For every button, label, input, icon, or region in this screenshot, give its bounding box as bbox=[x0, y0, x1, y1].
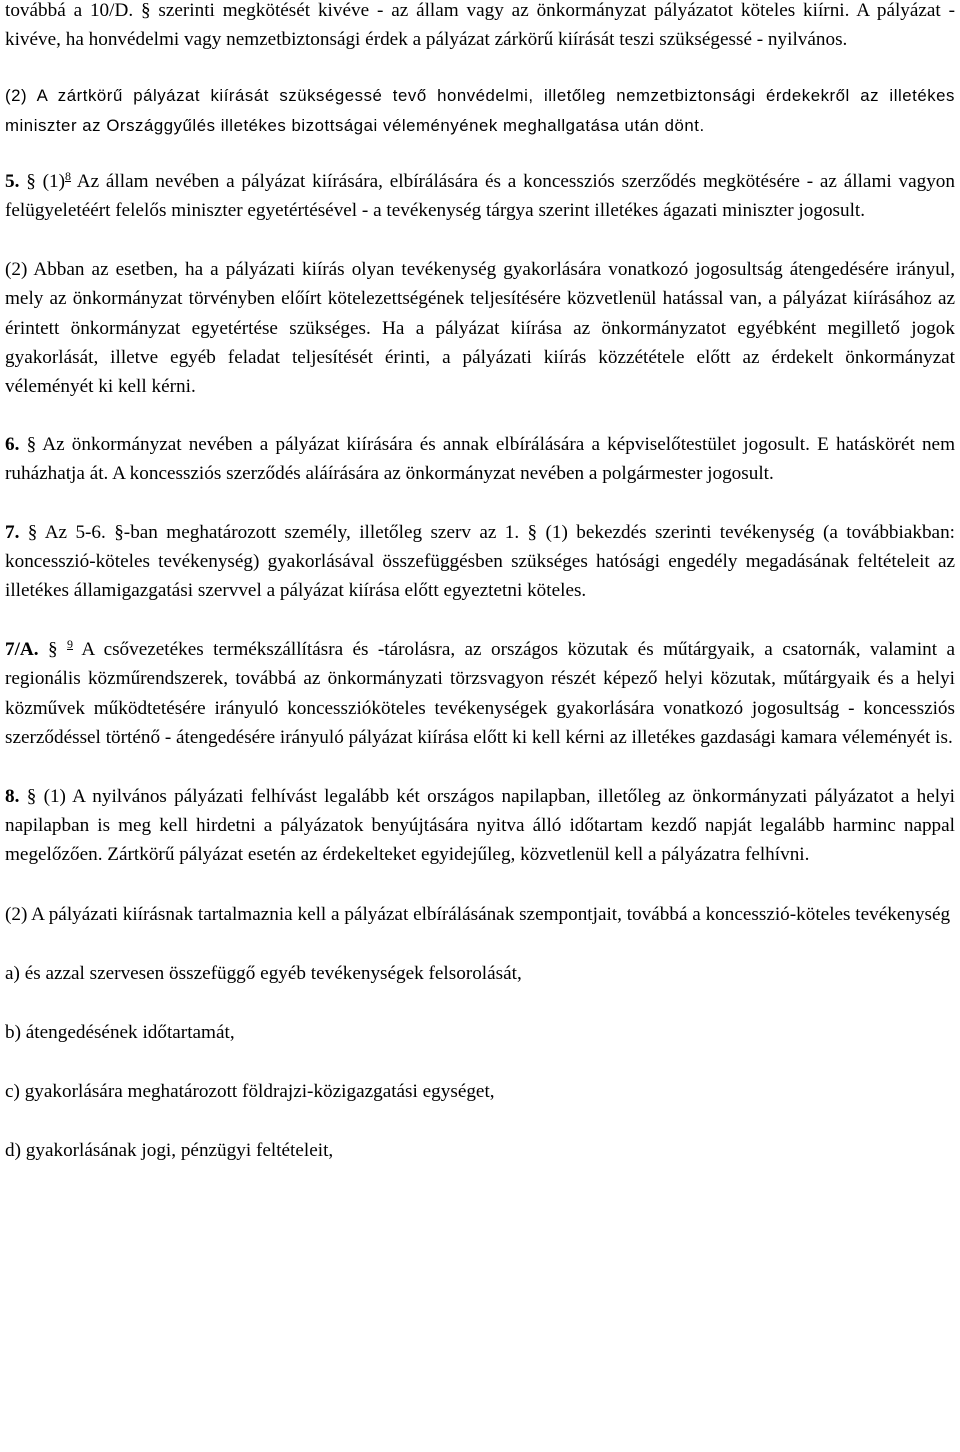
section-number: 6. bbox=[5, 434, 20, 456]
section-number: 5. bbox=[5, 170, 20, 192]
section-8-paragraph-2 bbox=[5, 900, 955, 929]
list-item-c bbox=[5, 1077, 955, 1106]
paragraph-text: (1) A nyilvános pályázati felhívást legalább két országos napilapban, illetőleg az önkormányzati pályázatot a helyi napilapban is meg kell hirdetni a pályázatok benyújtására nyitva álló időtartam kezdő napját legalább harminc nappal megelőzően. Zártkörű pályázat esetén az érdekelteket egyidejűleg, közvetlenül kell a pályázatra felhívni. bbox=[5, 786, 955, 866]
footnote-link-8[interactable]: 8 bbox=[64, 168, 71, 183]
section-sign: § bbox=[26, 786, 37, 808]
subsection-label: (1) bbox=[42, 170, 65, 192]
document-page bbox=[5, 0, 955, 1166]
section-5-paragraph-2 bbox=[5, 255, 955, 401]
paragraph-text: továbbá a 10/D. § szerinti megkötését kivéve - az állam vagy az önkormányzat pályázatot köteles kiírni. A pályázat - kivéve, ha honvédelmi vagy nemzetbiztonsági érdek a pályázat zárkörű kiírását teszi szükségessé - nyilvános. bbox=[5, 0, 955, 51]
paragraph-text: Az 5-6. §-ban meghatározott személy, illetőleg szerv az 1. § (1) bekezdés szerinti tevékenység (a továbbiakban: koncesszió-köteles tevékenység) gyakorlásával összefüggésben szükséges hatósági engedély megadásának feltételeit az illetékes államigazgatási szervvel a pályázat kiírása előtt egyeztetni köteles. bbox=[5, 521, 956, 602]
list-item-text: a) és azzal szervesen összefüggő egyéb tevékenységek felsorolását, bbox=[5, 962, 522, 984]
list-item-text: b) átengedésének időtartamát, bbox=[5, 1022, 235, 1044]
section-number: 8. bbox=[5, 786, 20, 808]
section-sign: § bbox=[26, 170, 36, 192]
list-item-d bbox=[5, 1136, 955, 1165]
paragraph-text: A csővezetékes termékszállításra és -tárolásra, az országos közutak és műtárgyaik, a csatornák, valamint a regionális közműrendszerek, továbbá az önkormányzati törzsvagyon részét képező helyi közutak, műtárgyaik és a helyi közművek működtetésére irányuló koncesszióköteles tevékenységek gyakorlására vonatkozó jogosultság - koncessziós szerződéssel történő - átengedésére irányuló pályázat kiírása előtt ki kell kérni az illetékes gazdasági kamara véleményét is. bbox=[5, 639, 956, 748]
list-item-text: c) gyakorlására meghatározott földrajzi-közigazgatási egységet, bbox=[5, 1081, 495, 1103]
footnote-link-9[interactable]: 9 bbox=[67, 637, 74, 652]
list-item-b bbox=[5, 1018, 955, 1047]
paragraph-text: Az állam nevében a pályázat kiírására, elbírálására és a koncessziós szerződés megkötésére - az állami vagyon felügyeletéért felelős miniszter egyetértésével - a tevékenység tárgya szerint illetékes ágazati miniszter jogosult. bbox=[5, 170, 955, 222]
paragraph-text: (2) Abban az esetben, ha a pályázati kiírás olyan tevékenység gyakorlására vonatkozó jogosultság átengedésére irányul, mely az önkormányzat törvényben előírt kötelezettségének teljesítésére közvetlenül hatással van, a pályázat kiírásához az érintett önkormányzat egyetértése szükséges. Ha a pályázat kiírása az önkormányzatot egyébként megillető jogok gyakorlását, illetve egyéb feladat teljesítését érinti, a pályázati kiírás közzététele előtt az érdekelt önkormányzat véleményét ki kell kérni. bbox=[5, 259, 955, 398]
paragraph-continuation bbox=[5, 0, 955, 54]
paragraph-text: (2) A pályázati kiírásnak tartalmaznia kell a pályázat elbírálásának szempontjait, továbbá a koncesszió-köteles tevékenység bbox=[5, 903, 951, 925]
list-item-text: d) gyakorlásának jogi, pénzügyi feltételeit, bbox=[5, 1140, 334, 1162]
section-sign: § bbox=[27, 521, 38, 543]
section-8-paragraph-1 bbox=[5, 782, 955, 870]
paragraph-text: (2) A zártkörű pályázat kiírását szükségessé tevő honvédelmi, illetőleg nemzetbiztonsági érdekekről az illetékes miniszter az Országgyűlés illetékes bizottságai véleményének meghallgatása után dönt. bbox=[5, 86, 955, 135]
section-number: 7. bbox=[5, 521, 20, 543]
section-number: 7/A. bbox=[5, 639, 39, 661]
section-sign: § bbox=[48, 639, 58, 661]
section-6 bbox=[5, 430, 955, 488]
list-item-a bbox=[5, 959, 955, 988]
section-sign: § bbox=[26, 434, 37, 456]
paragraph-text: Az önkormányzat nevében a pályázat kiírására és annak elbírálására a képviselőtestület jogosult. E hatáskörét nem ruházhatja át. A koncessziós szerződés aláírására az önkormányzat nevében a polgármester jogosult. bbox=[5, 434, 955, 485]
section-7 bbox=[5, 518, 955, 606]
section-5-paragraph-1 bbox=[5, 167, 955, 225]
section-7a bbox=[5, 635, 955, 752]
paragraph-4-2 bbox=[5, 81, 955, 139]
